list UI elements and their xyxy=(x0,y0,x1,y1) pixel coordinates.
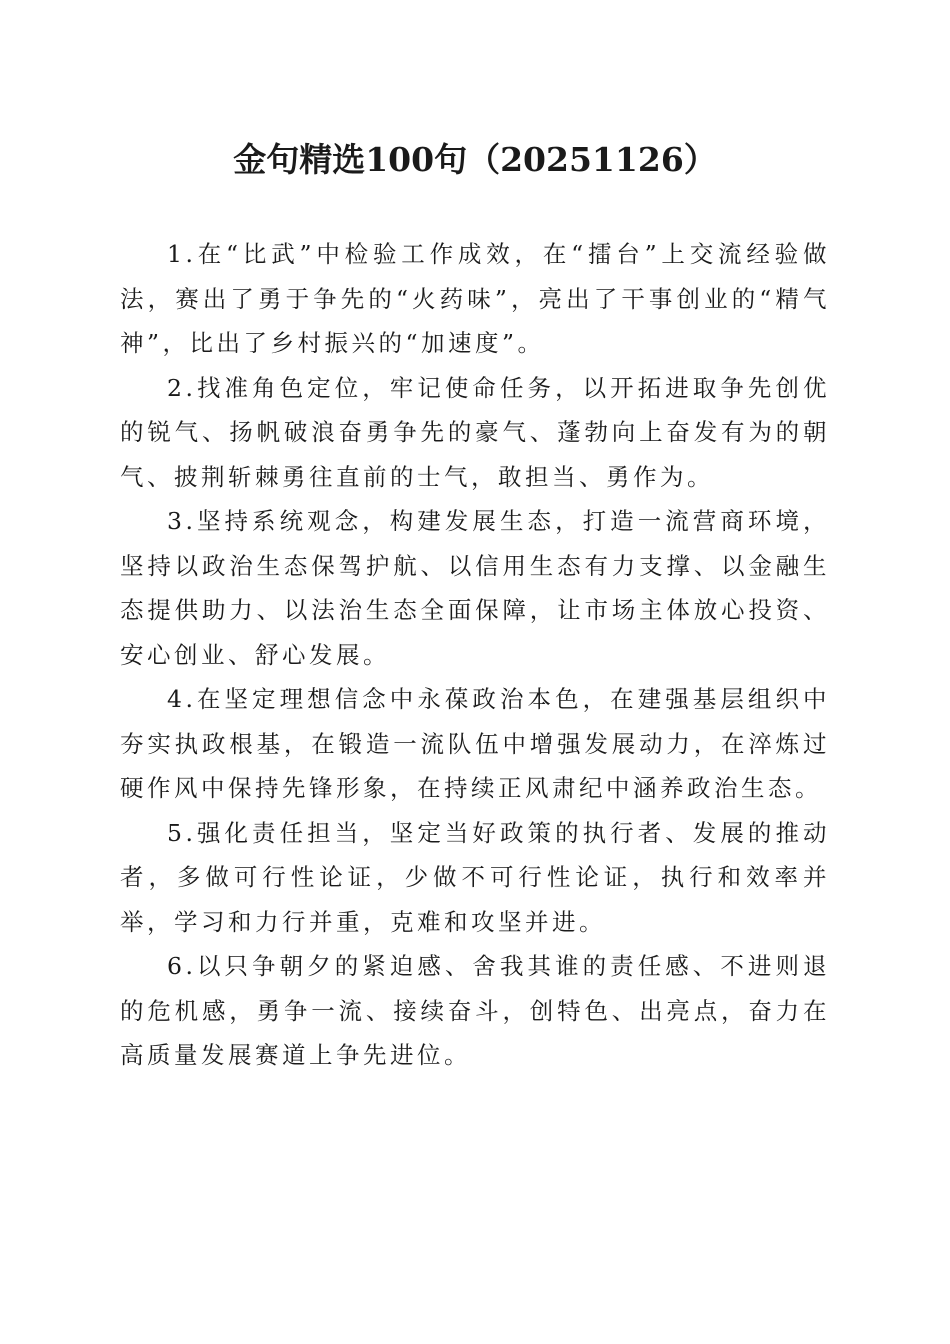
paragraph-4: 4.在坚定理想信念中永葆政治本色，在建强基层组织中夯实执政根基，在锻造一流队伍中增强发展动力，在淬炼过硬作风中保持先锋形象，在持续正风肃纪中涵养政治生态。 xyxy=(120,685,830,802)
document-body xyxy=(120,232,830,1078)
paragraph-1: 1.在“比武”中检验工作成效，在“擂台”上交流经验做法，赛出了勇于争先的“火药味”，亮出了干事创业的“精气神”，比出了乡村振兴的“加速度”。 xyxy=(120,240,830,357)
paragraph-2: 2.找准角色定位，牢记使命任务，以开拓进取争先创优的锐气、扬帆破浪奋勇争先的豪气、蓬勃向上奋发有为的朝气、披荆斩棘勇往直前的士气，敢担当、勇作为。 xyxy=(120,373,830,491)
paragraph-6: 6.以只争朝夕的紧迫感、舍我其谁的责任感、不进则退的危机感，勇争一流、接续奋斗，创特色、出亮点，奋力在高质量发展赛道上争先进位。 xyxy=(120,952,830,1069)
document-title: 金句精选100句（20251126） xyxy=(233,140,717,179)
paragraph-5: 5.强化责任担当，坚定当好政策的执行者、发展的推动者，多做可行性论证，少做不可行性论证，执行和效率并举，学习和力行并重，克难和攻坚并进。 xyxy=(120,818,830,936)
paragraph-3: 3.坚持系统观念，构建发展生态，打造一流营商环境，坚持以政治生态保驾护航、以信用生态有力支撑、以金融生态提供助力、以法治生态全面保障，让市场主体放心投资、安心创业、舒心发展。 xyxy=(120,507,830,669)
